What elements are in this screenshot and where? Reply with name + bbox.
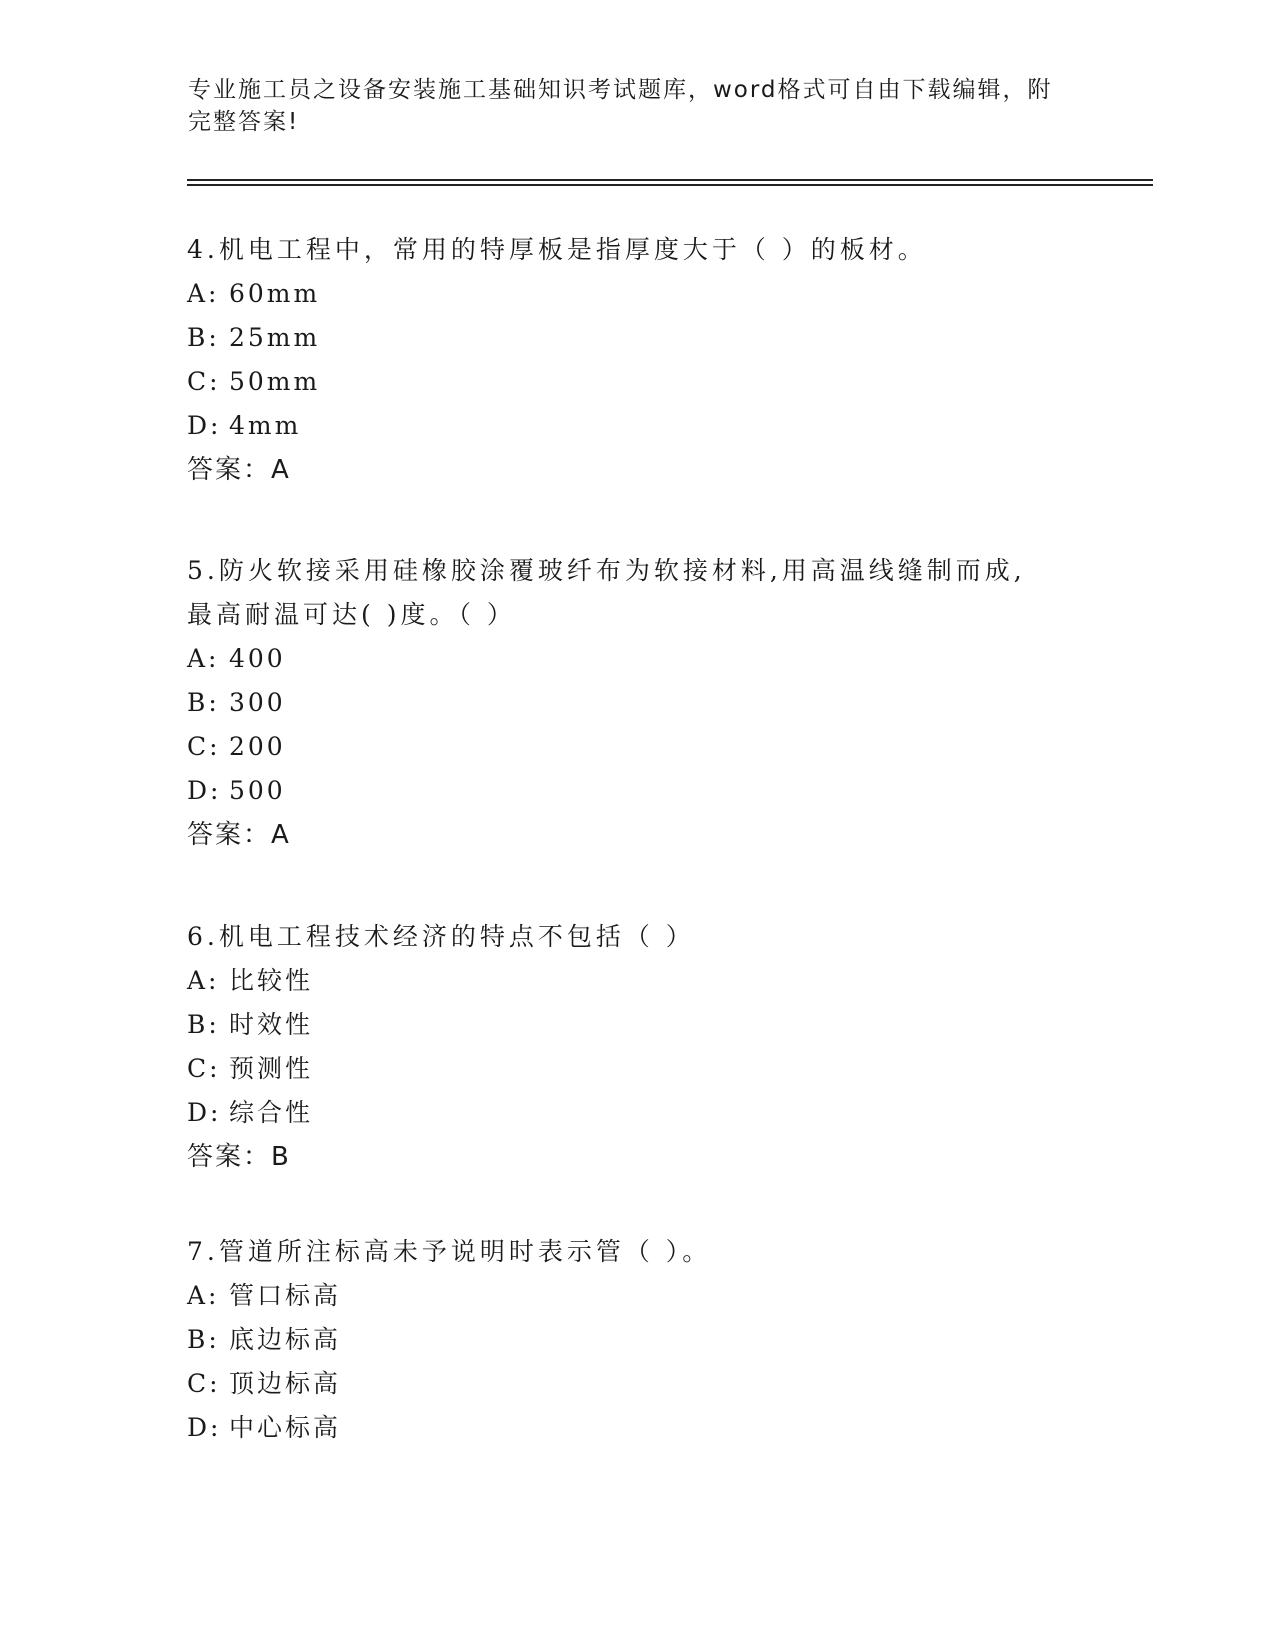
option-a: [187, 959, 1087, 1003]
header-divider-line: [187, 179, 1153, 181]
option-text: 综合性: [229, 1098, 314, 1127]
option-text: 400: [229, 644, 286, 673]
option-key: A:: [187, 279, 220, 308]
question-stem: 7.管道所注标高未予说明时表示管（ ）。: [187, 1237, 712, 1266]
option-key: D:: [187, 1098, 222, 1127]
option-b: [187, 1003, 1087, 1047]
option-text: 60mm: [229, 279, 321, 308]
option-text: 50mm: [229, 367, 321, 396]
option-key: B:: [187, 1010, 220, 1039]
option-key: B:: [187, 688, 220, 717]
document-header: 专业施工员之设备安装施工基础知识考试题库，word格式可自由下载编辑，附完整答案!: [188, 77, 1053, 135]
option-a: [187, 272, 1087, 316]
option-key: C:: [187, 367, 221, 396]
option-key: A:: [187, 966, 220, 995]
option-text: 200: [229, 732, 286, 761]
option-text: 比较性: [229, 966, 314, 995]
option-key: D:: [187, 1413, 222, 1442]
option-d: [187, 769, 1087, 813]
option-a: [187, 1274, 1087, 1318]
question-5: [187, 549, 1087, 857]
answer-line: 答案：A: [187, 820, 291, 850]
option-c: [187, 1362, 1087, 1406]
header-divider-line-secondary: [187, 184, 1153, 186]
question-stem: 5.防火软接采用硅橡胶涂覆玻纤布为软接材料,用高温线缝制而成,最高耐温可达( )度。（ ）: [187, 556, 1026, 629]
option-b: [187, 1318, 1087, 1362]
option-key: C:: [187, 1054, 221, 1083]
option-key: A:: [187, 644, 220, 673]
option-d: [187, 1406, 1087, 1450]
option-text: 中心标高: [229, 1413, 342, 1442]
option-text: 25mm: [229, 323, 321, 352]
option-d: [187, 404, 1087, 448]
option-key: B:: [187, 1325, 220, 1354]
question-stem: 4.机电工程中，常用的特厚板是指厚度大于（ ）的板材。: [187, 235, 927, 264]
option-key: C:: [187, 732, 221, 761]
question-6: [187, 915, 1087, 1179]
option-b: [187, 681, 1087, 725]
option-b: [187, 316, 1087, 360]
option-text: 顶边标高: [229, 1369, 342, 1398]
question-7: [187, 1230, 1087, 1450]
option-c: [187, 1047, 1087, 1091]
option-text: 底边标高: [229, 1325, 342, 1354]
option-key: C:: [187, 1369, 221, 1398]
option-text: 管口标高: [229, 1281, 342, 1310]
option-key: B:: [187, 323, 220, 352]
option-c: [187, 360, 1087, 404]
question-4: [187, 228, 1087, 492]
option-a: [187, 637, 1087, 681]
option-text: 4mm: [229, 411, 302, 440]
option-text: 时效性: [229, 1010, 314, 1039]
option-text: 300: [229, 688, 286, 717]
option-key: D:: [187, 411, 222, 440]
option-key: D:: [187, 776, 222, 805]
answer-line: 答案：A: [187, 455, 291, 485]
option-c: [187, 725, 1087, 769]
question-stem: 6.机电工程技术经济的特点不包括（ ）: [187, 922, 695, 951]
option-text: 预测性: [229, 1054, 314, 1083]
answer-line: 答案：B: [187, 1142, 291, 1172]
option-text: 500: [229, 776, 286, 805]
option-d: [187, 1091, 1087, 1135]
option-key: A:: [187, 1281, 220, 1310]
